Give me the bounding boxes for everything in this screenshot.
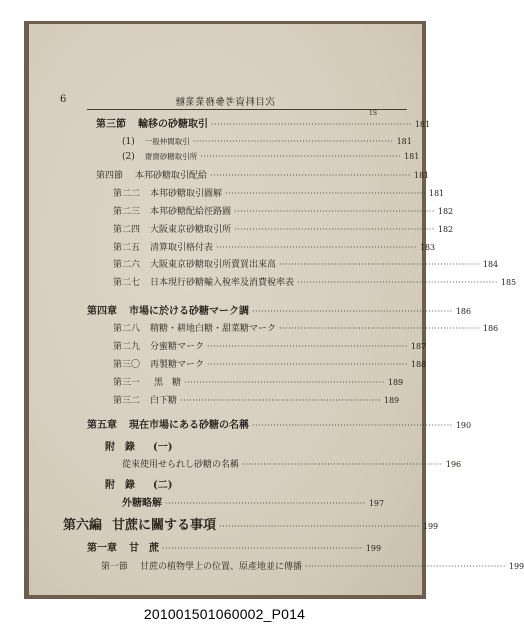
toc-title: 甘 蔗 (129, 543, 159, 554)
toc-entry (101, 559, 524, 572)
toc-entry (105, 476, 172, 491)
toc-title: 精糖・耕地白糖・甜菜糖マーク (150, 324, 277, 334)
toc-entry (113, 375, 404, 388)
toc-page: 181 (414, 120, 431, 129)
dot-leader: ·································································· (211, 120, 412, 129)
toc-page: 182 (437, 207, 454, 216)
header-rule (87, 109, 407, 110)
toc-page: 199 (422, 522, 439, 531)
book-page (29, 24, 524, 595)
toc-label: 第一章 (87, 543, 117, 554)
dot-leader: ·································································· (242, 460, 443, 469)
toc-entry (113, 257, 499, 270)
toc-label: 附 錄 (105, 480, 135, 491)
toc-title: 本邦砂糖取引配給 (135, 171, 208, 181)
dot-leader: ·································································· (252, 307, 453, 316)
toc-label: 第三二 (113, 396, 141, 406)
dot-leader: ·································································· (184, 378, 385, 387)
toc-title: 本邦砂糖配給徑路圖 (150, 207, 232, 217)
toc-entry (122, 457, 462, 470)
toc-label: 第二四 (113, 225, 141, 235)
toc-title: 齋齋砂糖取引所 (144, 152, 198, 161)
image-caption: 201001501060002_P014 (143, 606, 306, 622)
toc-label: 附 錄 (105, 442, 135, 453)
toc-entry (113, 357, 427, 370)
toc-title: 清算取引格付表 (150, 243, 214, 253)
toc-label: 第二七 (113, 278, 141, 288)
toc-page: 189 (383, 396, 400, 405)
toc-title: 輸移の砂糖取引 (138, 119, 208, 130)
toc-entry (113, 240, 436, 253)
toc-label: 第一節 (101, 562, 129, 572)
toc-entry (113, 321, 499, 334)
toc-title: 大阪東京砂糖取引所 (150, 225, 232, 235)
toc-title: 現在市場にある砂糖の名稱 (129, 420, 249, 431)
dot-leader: ·································································· (279, 260, 480, 269)
toc-entry (96, 168, 430, 181)
toc-page: 187 (410, 342, 427, 351)
toc-label: 第二九 (113, 342, 141, 352)
dot-leader: ·································································· (234, 207, 435, 216)
toc-page: 185 (500, 278, 517, 287)
dot-leader: ·································································· (225, 189, 426, 198)
dot-leader: ·································································· (180, 396, 381, 405)
toc-label: 第三節 (96, 119, 126, 130)
toc-page: 181 (413, 171, 430, 180)
toc-page: 199 (508, 562, 524, 571)
toc-title: (二) (153, 480, 173, 491)
dot-leader: ·································································· (207, 360, 408, 369)
toc-label: 第二八 (113, 324, 141, 334)
toc-label: 第四章 (87, 306, 117, 317)
toc-label: 第二二 (113, 189, 141, 199)
toc-entry (96, 115, 431, 130)
toc-label: (2) (122, 152, 135, 162)
toc-entry (113, 275, 517, 288)
toc-title: 日本現行砂糖輸入稅率及消費稅率表 (150, 278, 295, 288)
dot-leader: ·································································· (297, 278, 498, 287)
toc-entry (113, 222, 454, 235)
toc-label: 第三〇 (113, 360, 141, 370)
toc-title: 再製糖マーク (150, 360, 205, 370)
toc-entry (87, 539, 381, 554)
toc-title: 一般仲間取引 (144, 137, 190, 146)
toc-title: 白下糖 (150, 396, 178, 406)
toc-page: 181 (396, 137, 412, 146)
toc-page: 181 (428, 189, 445, 198)
dot-leader: ·································································· (234, 225, 435, 234)
toc-entry (113, 393, 400, 406)
toc-page: 189 (387, 378, 404, 387)
toc-label: 第二三 (113, 207, 141, 217)
toc-page: 184 (482, 260, 499, 269)
dot-leader: ·································································· (207, 342, 408, 351)
toc-label: 第二六 (113, 260, 141, 270)
toc-page: 186 (455, 307, 472, 316)
toc-title: 大阪東京砂糖取引所賣買出來高 (150, 260, 277, 270)
toc-page: 197 (368, 499, 385, 508)
toc-title: 甘蔗の植物學上の位置、原產地並に傳播 (140, 562, 303, 572)
dot-leader: ·································································· (279, 324, 480, 333)
toc-label: 第三一 (113, 378, 141, 388)
toc-page: 182 (437, 225, 454, 234)
page-number: 6 (60, 94, 67, 105)
toc-title: 分蜜糖マーク (150, 342, 205, 352)
dot-leader: ·································································· (252, 421, 453, 430)
toc-entry (122, 136, 412, 147)
running-title: 次目料資考參務業業糖 (175, 97, 276, 108)
toc-title: 本邦砂糖取引圖解 (150, 189, 223, 199)
toc-entry (63, 514, 439, 533)
toc-entry (87, 302, 472, 317)
toc-entry (87, 416, 472, 431)
toc-title: 從來使用せられし砂糖の名稱 (122, 460, 240, 470)
toc-label: 第二五 (113, 243, 141, 253)
dot-leader: ·································································· (192, 137, 394, 146)
dot-leader: ·································································· (305, 562, 506, 571)
toc-label: 第四節 (96, 171, 124, 181)
dot-leader: ·································································· (200, 152, 402, 161)
dot-leader: ·································································· (165, 499, 366, 508)
toc-entry (113, 339, 427, 352)
toc-page: 186 (482, 324, 499, 333)
toc-entry (122, 494, 385, 509)
toc-page: 183 (419, 243, 436, 252)
toc-label: 第六編 (63, 518, 103, 533)
dot-leader: ·································································· (219, 522, 420, 531)
toc-page: 190 (455, 421, 472, 430)
toc-title: 甘蔗に關する事項 (112, 518, 217, 533)
dot-leader: ·································································· (162, 544, 363, 553)
dot-leader: ·································································· (210, 171, 411, 180)
toc-title: 外糖略解 (122, 498, 162, 509)
toc-entry (113, 186, 445, 199)
toc-label: (1) (122, 137, 135, 147)
toc-title: 黑 糖 (154, 378, 182, 388)
toc-entry (122, 151, 420, 162)
toc-title: 市場に於ける砂糖マーク調 (129, 306, 249, 317)
toc-label: 第五章 (87, 420, 117, 431)
dot-leader: ·································································· (216, 243, 417, 252)
toc-entry (113, 204, 454, 217)
toc-page: 199 (365, 544, 382, 553)
margin-page-marker: 1S (369, 110, 377, 117)
toc-title: (一) (153, 442, 173, 453)
toc-page: 181 (404, 152, 420, 161)
toc-entry (105, 438, 172, 453)
toc-page: 196 (445, 460, 462, 469)
toc-page: 188 (410, 360, 427, 369)
